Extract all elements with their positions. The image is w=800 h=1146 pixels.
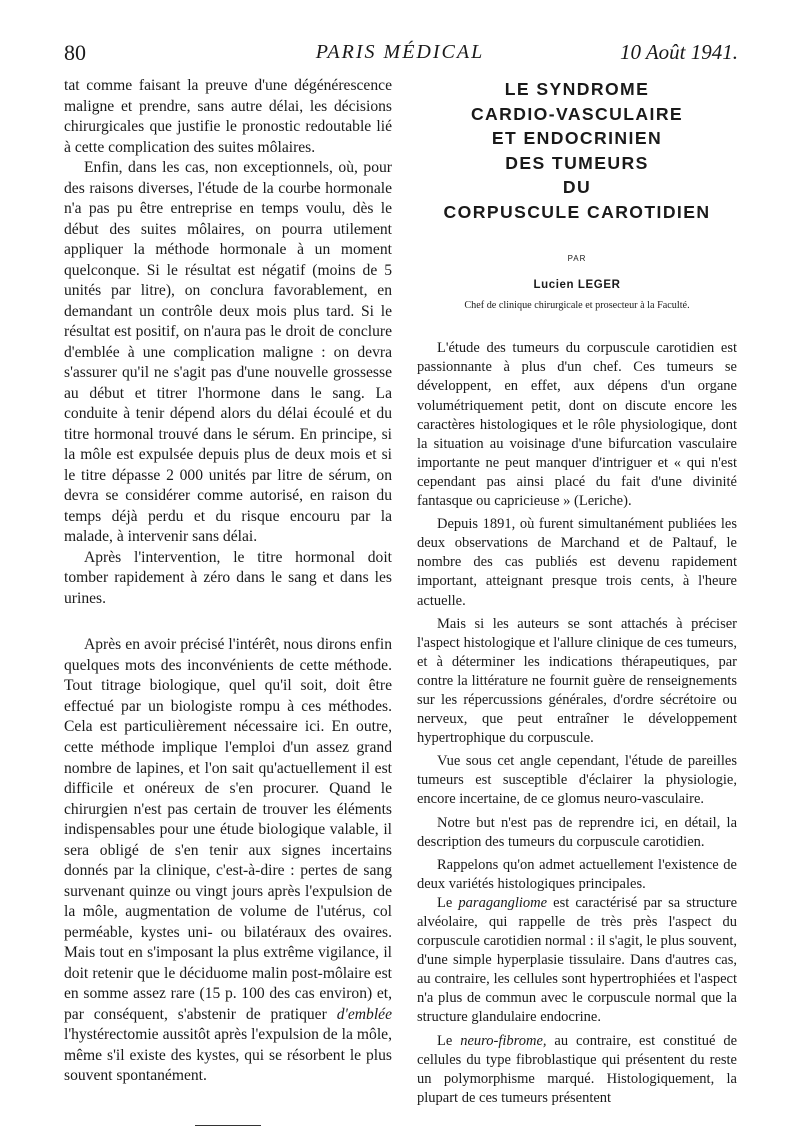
paragraph: L'étude des tumeurs du corpuscule carotidien est passionnante à plus d'un chef. Ces tumeurs se développent, en effet, aux dépens d'un organe volumétriquement petit, dont on discute encore les caractères histologiques et le rôle physiologique, dont la situation au voisinage d'une bifurcation vasculaire importante ne peut manquer d'intriguer et « qui n'est cependant pas ainsi placé du fait d'une divinité fantasque ou capricieuse » (Leriche). bbox=[417, 340, 737, 510]
article-title-line: ET ENDOCRINIEN bbox=[491, 128, 663, 148]
emphasis: paragangliome bbox=[458, 894, 548, 911]
emphasis: neuro-fibrome, bbox=[460, 1032, 547, 1049]
emphasis: d'emblée bbox=[336, 1005, 392, 1023]
paragraph bbox=[417, 1032, 737, 1108]
article-title-line: LE SYNDROME bbox=[504, 79, 650, 99]
text-run: est caractérisé par sa structure alvéolaire, qui rappelle de très près l'aspect du corpuscule carotidien normal : il s'agit, le plus souvent, d'une simple hyperplasie tissulaire. Dans d'autres cas, au contraire, les cellules sont hypertrophiées et l'aspect n'a plus de commun avec le corpuscule normal que la structure glandulaire endocrine. bbox=[417, 894, 738, 1026]
author-affiliation: Chef de clinique chirurgicale et prosecteur à la Faculté. bbox=[464, 300, 690, 312]
by-label: PAR bbox=[567, 254, 587, 263]
paragraph: tat comme faisant la preuve d'une dégénérescence maligne et prendre, sans autre délai, les décisions chirurgicales que justifie le pronostic redoutable lié à cette complication des suites môlaires. bbox=[64, 77, 392, 156]
article-title-line: DU bbox=[562, 177, 592, 197]
author-name: Lucien LEGER bbox=[533, 279, 621, 292]
article-title-line: CORPUSCULE CAROTIDIEN bbox=[443, 201, 711, 222]
page-number: 80 bbox=[64, 40, 86, 65]
article-title-line: DES TUMEURS bbox=[505, 152, 649, 173]
text-run: Le bbox=[437, 894, 459, 911]
journal-title: PARIS MÉDICAL bbox=[315, 41, 485, 63]
text-run: au contraire, est constitué de cellules du type fibroblastique qui présentent du reste un polymorphisme marqué. Histologiquement, la plupart de ces tumeurs présentent bbox=[417, 1032, 737, 1106]
section-gap bbox=[64, 609, 392, 635]
text-run: Le bbox=[437, 1032, 461, 1049]
text-run: Après en avoir précisé l'intérêt, nous dirons enfin quelques mots des inconvénients de cette méthode. Tout titrage biologique, quel qu'il soit, doit être effectué par un biologiste rompu à ces méthodes. Cela est particulièrement nécessaire ici. En outre, cette méthode implique l'emploi d'un assez grand nombre de lapines, et l'on sait qu'actuellement il est difficile et onéreux de s'en procurer. Quand le chirurgien n'est pas certain de trouver les éléments indispensables pour une étude biologique valable, il sera obligé de s'en tenir aux signes incertains donnés par la clinique, c'est-à-dire : pertes de sang survenant quinze ou vingt jours après l'expulsion de la môle, augmentation de volume de l'utérus, col perméable, kystes uni- ou bilatéraux des ovaires. Mais tout en s'imposant la plus extrême vigilance, il doit retenir que le déciduome malin post-môlaire est en somme assez rare (15 p. 100 des cas environ) et, par conséquent, s'abstenir de pratiquer bbox=[64, 636, 392, 1023]
paragraph: Rappelons qu'on admet actuellement l'existence de deux variétés histologiques principales. bbox=[417, 856, 737, 892]
paragraph: Mais si les auteurs se sont attachés à préciser l'aspect histologique et l'allure clinique de ces tumeurs, et à déterminer les indications thérapeutiques, par contre la littérature ne fournit guère de renseignements sur les répercussions générales, d'ordre sécrétoire ou nerveux, que peut entraîner le développement hypertrophique du corpuscule. bbox=[417, 615, 737, 747]
paragraph: Vue sous cet angle cependant, l'étude de pareilles tumeurs est susceptible d'éclairer la physiologie, encore incertaine, de ce glomus neuro-vasculaire. bbox=[417, 753, 737, 808]
paragraph: Après l'intervention, le titre hormonal doit tomber rapidement à zéro dans le sang et dans les urines. bbox=[64, 548, 392, 607]
article-title-line: CARDIO-VASCULAIRE bbox=[470, 103, 684, 124]
paragraph: Enfin, dans les cas, non exceptionnels, où, pour des raisons diverses, l'étude de la courbe hormonale n'a pas pu être entreprise en temps voulu, dès le début des suites môlaires, on pourra utilement appliquer la méthode hormonale à un moment quelconque. Si le résultat est négatif (moins de 5 unités par litre), on conclura favorablement, en demandant un contrôle deux mois plus tard. Si le résultat est positif, on n'aura pas le droit de conclure d'emblée à une complication maligne : on devra s'assurer qu'il ne s'agit pas d'une nouvelle grossesse au début et titrer l'hormone dans le sang. La conduite à tenir dépend alors du délai écoulé et du titre hormonal trouvé dans le sérum. En principe, si la môle est expulsée depuis plus de deux mois et si le titre dépasse 2 000 unités par litre de sérum, on devra se considérer comme autorisé, en raison du temps déjà perdu et du risque encouru par la malade, à intervenir sans délai. bbox=[64, 159, 392, 546]
paragraph: Notre but n'est pas de reprendre ici, en détail, la description des tumeurs du corpuscule carotidien. bbox=[417, 814, 737, 850]
issue-date: 10 Août 1941. bbox=[619, 40, 738, 64]
right-column bbox=[417, 76, 737, 1108]
text-run: l'hystérectomie aussitôt après l'expulsion de la môle, même s'il existe des kystes, qui se résorbent le plus souvent spontanément. bbox=[64, 1026, 392, 1085]
left-column bbox=[64, 76, 392, 1126]
paragraph: Depuis 1891, où furent simultanément publiées les deux observations de Marchand et de Paltauf, le nombre des cas publiés est devenu rapidement important, atteignant presque trois cents, à l'heure actuelle. bbox=[417, 516, 737, 609]
end-rule bbox=[195, 1125, 261, 1126]
paragraph bbox=[417, 894, 737, 1028]
article-title bbox=[417, 78, 737, 223]
paragraph bbox=[64, 635, 392, 1086]
